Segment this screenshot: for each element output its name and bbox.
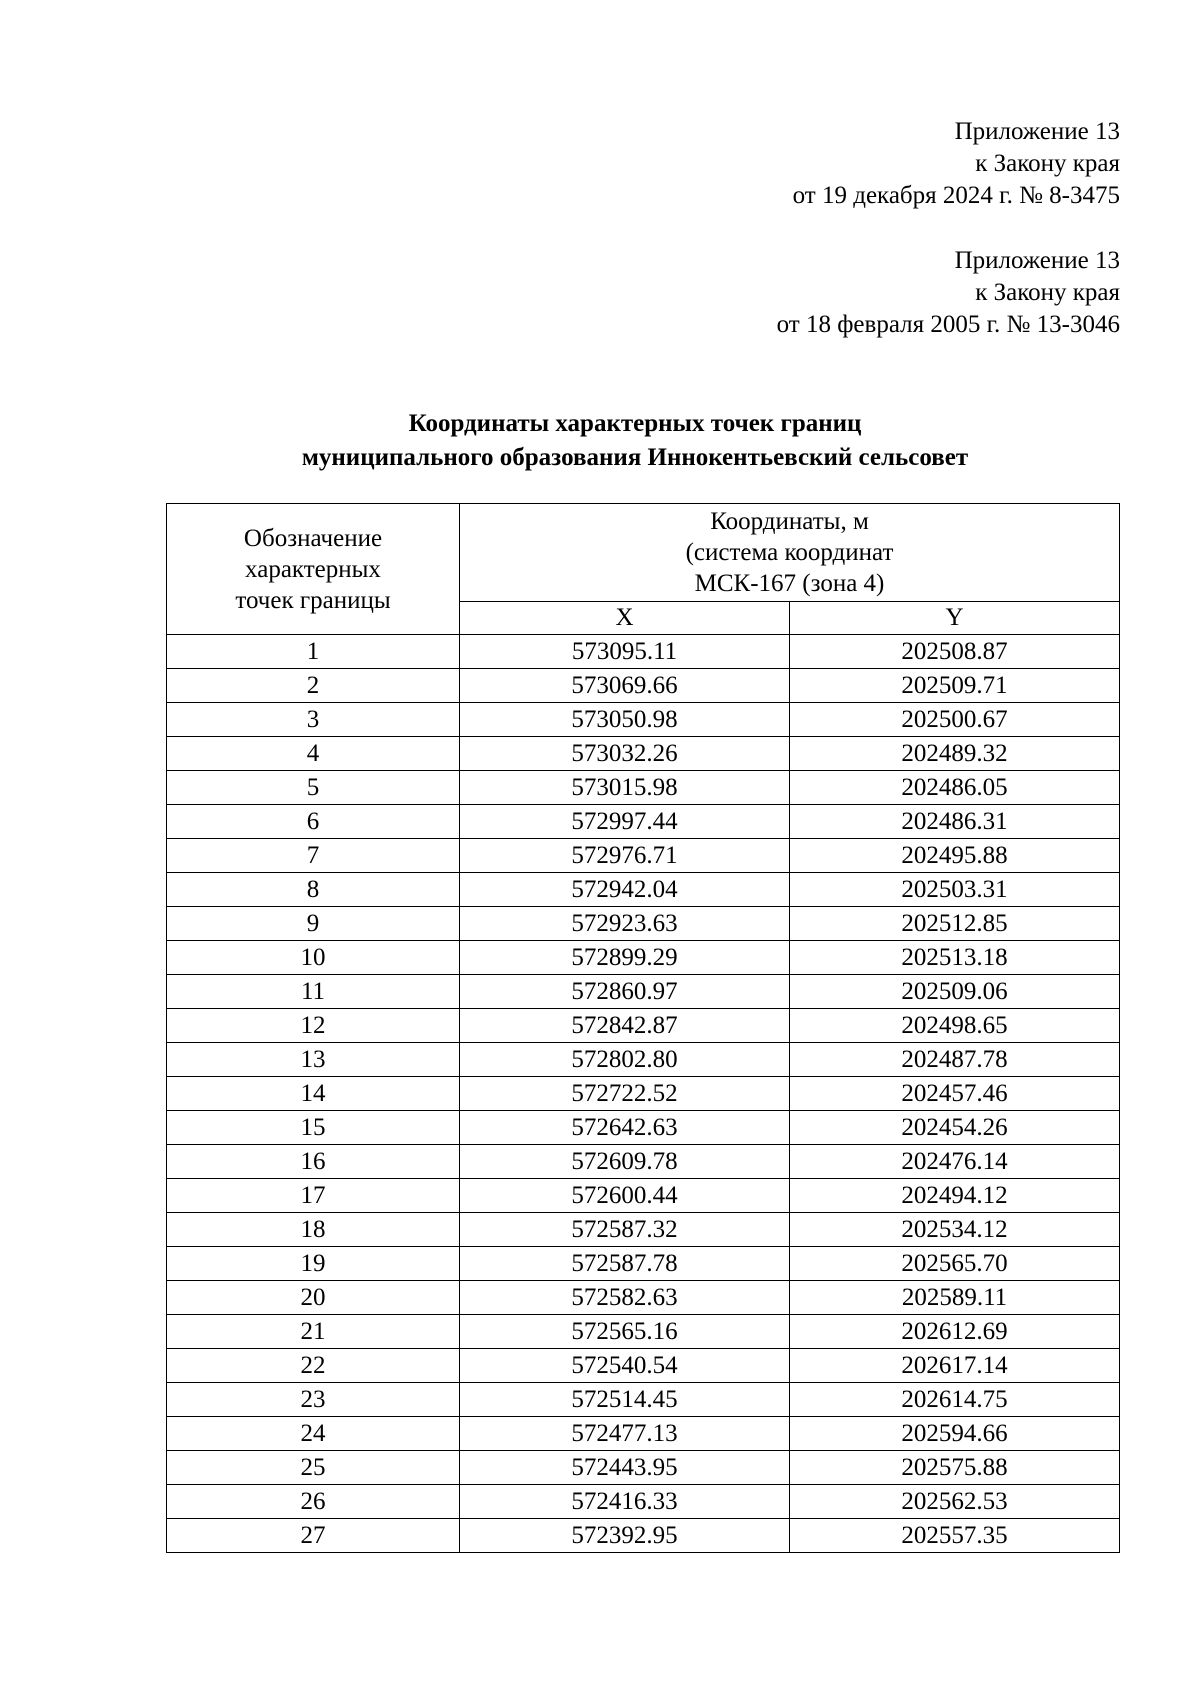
x-coordinate-cell: 572587.78 xyxy=(460,1247,790,1281)
table-row xyxy=(167,669,1120,703)
x-coordinate-cell: 572642.63 xyxy=(460,1111,790,1145)
y-coordinate-cell: 202617.14 xyxy=(790,1349,1120,1383)
x-coordinate-cell: 572942.04 xyxy=(460,873,790,907)
point-number-cell: 20 xyxy=(167,1281,460,1315)
y-coordinate-cell: 202503.31 xyxy=(790,873,1120,907)
point-number-cell: 16 xyxy=(167,1145,460,1179)
table-row xyxy=(167,635,1120,669)
x-coordinate-cell: 572842.87 xyxy=(460,1009,790,1043)
table-row xyxy=(167,1349,1120,1383)
table-row xyxy=(167,1247,1120,1281)
x-coordinate-cell: 572997.44 xyxy=(460,805,790,839)
point-number-cell: 27 xyxy=(167,1519,460,1553)
x-coordinate-cell: 572514.45 xyxy=(460,1383,790,1417)
table-row xyxy=(167,1179,1120,1213)
point-number-cell: 2 xyxy=(167,669,460,703)
y-coordinate-cell: 202509.71 xyxy=(790,669,1120,703)
y-coordinate-cell: 202509.06 xyxy=(790,975,1120,1009)
appendix-law-ref: к Закону края xyxy=(975,150,1120,177)
y-coordinate-cell: 202565.70 xyxy=(790,1247,1120,1281)
point-number-cell: 11 xyxy=(167,975,460,1009)
appendix-law-ref: к Закону края xyxy=(975,279,1120,306)
y-coordinate-cell: 202454.26 xyxy=(790,1111,1120,1145)
table-row xyxy=(167,1009,1120,1043)
x-coordinate-cell: 572609.78 xyxy=(460,1145,790,1179)
header-y: Y xyxy=(790,602,1120,635)
point-number-cell: 1 xyxy=(167,635,460,669)
appendix-law-date: от 19 декабря 2024 г. № 8-3475 xyxy=(792,182,1120,209)
point-number-cell: 9 xyxy=(167,907,460,941)
point-number-cell: 7 xyxy=(167,839,460,873)
point-number-cell: 12 xyxy=(167,1009,460,1043)
y-coordinate-cell: 202476.14 xyxy=(790,1145,1120,1179)
table-row xyxy=(167,771,1120,805)
point-number-cell: 13 xyxy=(167,1043,460,1077)
table-row xyxy=(167,1111,1120,1145)
y-coordinate-cell: 202486.05 xyxy=(790,771,1120,805)
header-point-designation: Обозначение характерных точек границы xyxy=(167,504,460,635)
appendix-number: Приложение 13 xyxy=(954,118,1120,145)
point-number-cell: 25 xyxy=(167,1451,460,1485)
y-coordinate-cell: 202589.11 xyxy=(790,1281,1120,1315)
appendix-number: Приложение 13 xyxy=(954,247,1120,274)
table-row xyxy=(167,873,1120,907)
point-number-cell: 10 xyxy=(167,941,460,975)
x-coordinate-cell: 573015.98 xyxy=(460,771,790,805)
x-coordinate-cell: 572860.97 xyxy=(460,975,790,1009)
point-number-cell: 8 xyxy=(167,873,460,907)
table-row xyxy=(167,1383,1120,1417)
point-number-cell: 14 xyxy=(167,1077,460,1111)
y-coordinate-cell: 202494.12 xyxy=(790,1179,1120,1213)
y-coordinate-cell: 202562.53 xyxy=(790,1485,1120,1519)
x-coordinate-cell: 572722.52 xyxy=(460,1077,790,1111)
table-row xyxy=(167,1519,1120,1553)
x-coordinate-cell: 572802.80 xyxy=(460,1043,790,1077)
table-row xyxy=(167,1043,1120,1077)
y-coordinate-cell: 202500.67 xyxy=(790,703,1120,737)
point-number-cell: 5 xyxy=(167,771,460,805)
point-number-cell: 15 xyxy=(167,1111,460,1145)
y-coordinate-cell: 202457.46 xyxy=(790,1077,1120,1111)
x-coordinate-cell: 572443.95 xyxy=(460,1451,790,1485)
y-coordinate-cell: 202612.69 xyxy=(790,1315,1120,1349)
x-coordinate-cell: 573050.98 xyxy=(460,703,790,737)
table-row xyxy=(167,1485,1120,1519)
table-row xyxy=(167,1145,1120,1179)
x-coordinate-cell: 572582.63 xyxy=(460,1281,790,1315)
y-coordinate-cell: 202508.87 xyxy=(790,635,1120,669)
y-coordinate-cell: 202512.85 xyxy=(790,907,1120,941)
point-number-cell: 21 xyxy=(167,1315,460,1349)
point-number-cell: 4 xyxy=(167,737,460,771)
y-coordinate-cell: 202487.78 xyxy=(790,1043,1120,1077)
table-row xyxy=(167,805,1120,839)
y-coordinate-cell: 202486.31 xyxy=(790,805,1120,839)
y-coordinate-cell: 202513.18 xyxy=(790,941,1120,975)
x-coordinate-cell: 572899.29 xyxy=(460,941,790,975)
header-coordinates: Координаты, м (система координат МСК-167 (зона 4) xyxy=(460,504,1120,602)
point-number-cell: 23 xyxy=(167,1383,460,1417)
x-coordinate-cell: 572565.16 xyxy=(460,1315,790,1349)
point-number-cell: 18 xyxy=(167,1213,460,1247)
point-number-cell: 19 xyxy=(167,1247,460,1281)
point-number-cell: 17 xyxy=(167,1179,460,1213)
table-row xyxy=(167,975,1120,1009)
point-number-cell: 26 xyxy=(167,1485,460,1519)
title-line-1: Координаты характерных точек границ xyxy=(408,410,862,437)
y-coordinate-cell: 202594.66 xyxy=(790,1417,1120,1451)
table-row xyxy=(167,1417,1120,1451)
x-coordinate-cell: 572416.33 xyxy=(460,1485,790,1519)
x-coordinate-cell: 572587.32 xyxy=(460,1213,790,1247)
table-row xyxy=(167,1213,1120,1247)
coordinates-table xyxy=(166,503,1120,1553)
x-coordinate-cell: 573095.11 xyxy=(460,635,790,669)
x-coordinate-cell: 572392.95 xyxy=(460,1519,790,1553)
document-title xyxy=(0,407,1200,475)
y-coordinate-cell: 202534.12 xyxy=(790,1213,1120,1247)
y-coordinate-cell: 202557.35 xyxy=(790,1519,1120,1553)
table-body xyxy=(167,635,1120,1553)
appendix-header-current xyxy=(793,116,1120,212)
y-coordinate-cell: 202614.75 xyxy=(790,1383,1120,1417)
y-coordinate-cell: 202498.65 xyxy=(790,1009,1120,1043)
table-row xyxy=(167,737,1120,771)
x-coordinate-cell: 572976.71 xyxy=(460,839,790,873)
header-x: X xyxy=(460,602,790,635)
x-coordinate-cell: 572600.44 xyxy=(460,1179,790,1213)
x-coordinate-cell: 573032.26 xyxy=(460,737,790,771)
appendix-header-original xyxy=(777,245,1120,341)
table-row xyxy=(167,1077,1120,1111)
title-line-2: муниципального образования Иннокентьевский сельсовет xyxy=(301,444,969,471)
table-row xyxy=(167,1281,1120,1315)
y-coordinate-cell: 202495.88 xyxy=(790,839,1120,873)
point-number-cell: 3 xyxy=(167,703,460,737)
point-number-cell: 6 xyxy=(167,805,460,839)
table-row xyxy=(167,941,1120,975)
x-coordinate-cell: 572540.54 xyxy=(460,1349,790,1383)
table-row xyxy=(167,703,1120,737)
x-coordinate-cell: 573069.66 xyxy=(460,669,790,703)
table-row xyxy=(167,1451,1120,1485)
y-coordinate-cell: 202575.88 xyxy=(790,1451,1120,1485)
table-row xyxy=(167,907,1120,941)
point-number-cell: 22 xyxy=(167,1349,460,1383)
appendix-law-date: от 18 февраля 2005 г. № 13-3046 xyxy=(776,311,1120,338)
table-row xyxy=(167,1315,1120,1349)
point-number-cell: 24 xyxy=(167,1417,460,1451)
y-coordinate-cell: 202489.32 xyxy=(790,737,1120,771)
x-coordinate-cell: 572477.13 xyxy=(460,1417,790,1451)
x-coordinate-cell: 572923.63 xyxy=(460,907,790,941)
table-row xyxy=(167,839,1120,873)
